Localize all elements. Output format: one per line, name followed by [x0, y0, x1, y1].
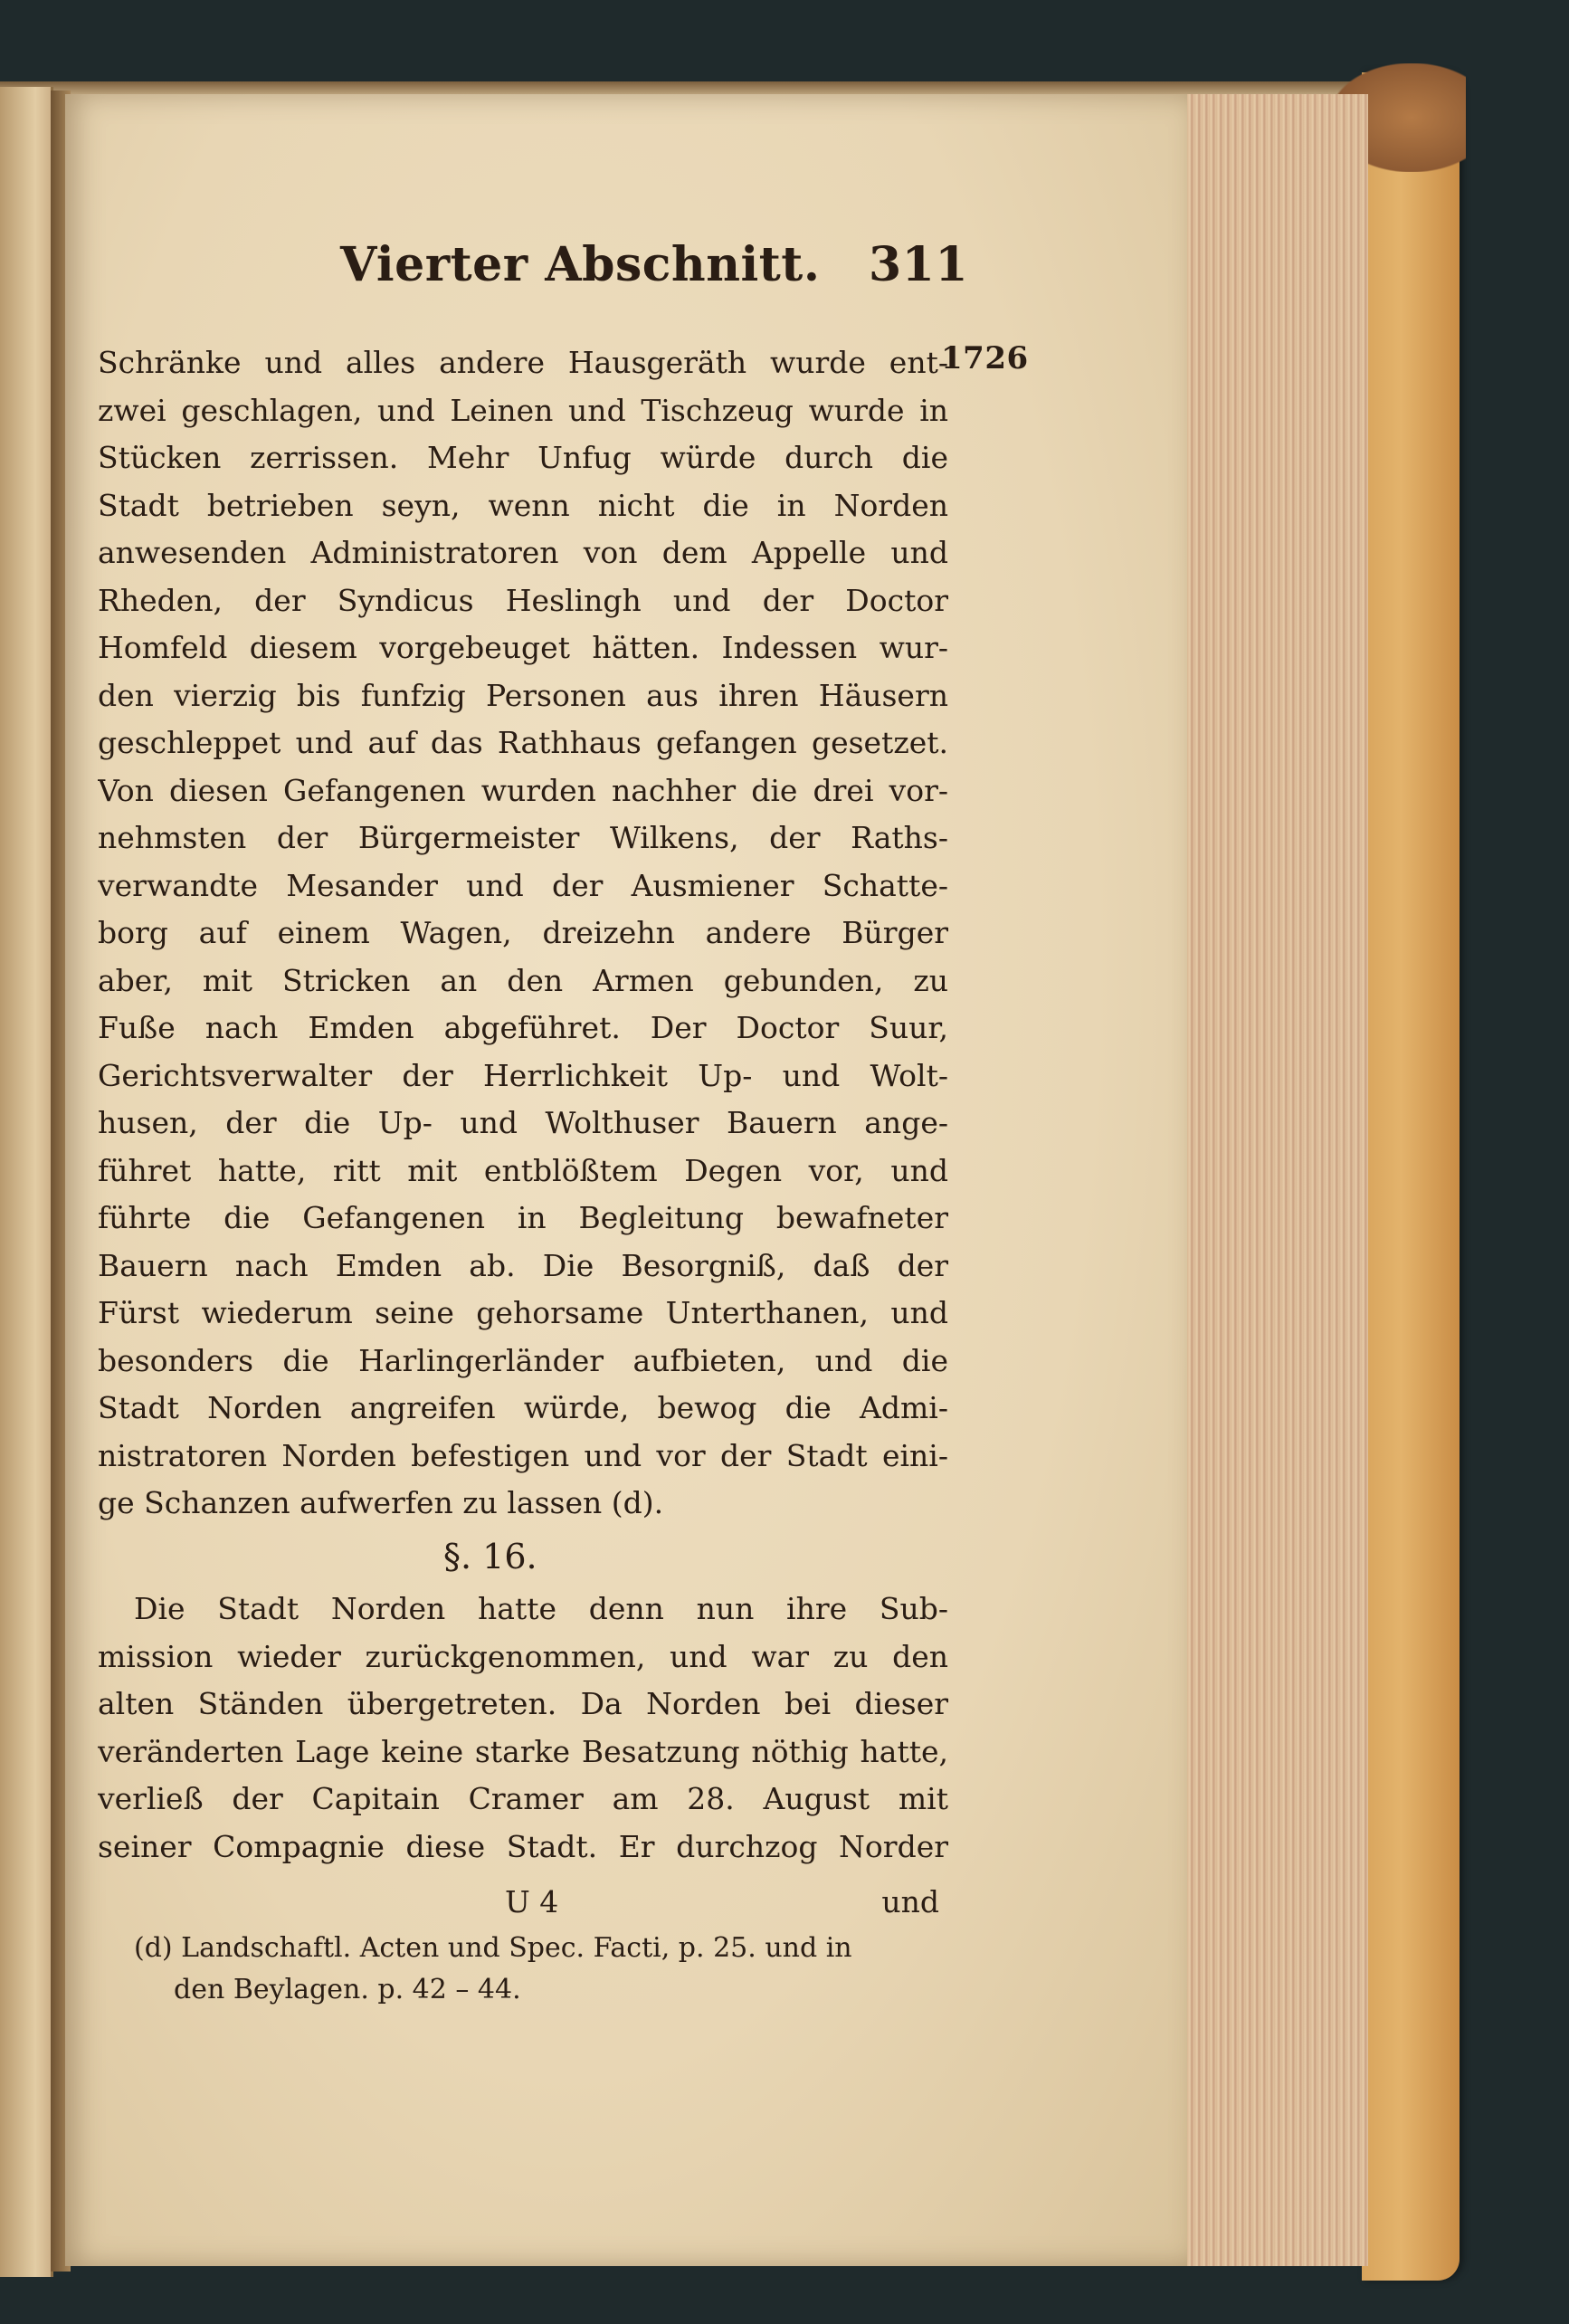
text-line: Bauern nach Emden ab. Die Besorgniß, daß der: [98, 1247, 948, 1283]
catchword: und: [881, 1884, 939, 1919]
text-line: Rheden, der Syndicus Heslingh und der Doctor: [98, 582, 948, 618]
text-line: Homfeld diesem vorgebeuget hätten. Indessen wur-: [98, 630, 948, 665]
text-line: führet hatte, ritt mit entblößtem Degen vor, und: [98, 1152, 948, 1188]
text-line: Stücken zerrissen. Mehr Unfug würde durch die: [98, 440, 948, 475]
text-line: Von diesen Gefangenen wurden nachher die drei vor-: [98, 772, 948, 808]
running-header-title: Vierter Abschnitt.: [340, 237, 821, 292]
section-heading: §. 16.: [443, 1537, 537, 1576]
text-line: veränderten Lage keine starke Besatzung nöthig hatte,: [98, 1733, 948, 1769]
text-line: mission wieder zurückgenommen, und war zu den: [98, 1638, 948, 1674]
text-line: husen, der die Up- und Wolthuser Bauern ange-: [98, 1105, 948, 1140]
margin-year-note: 1726: [941, 340, 1029, 376]
text-line: Stadt Norden angreifen würde, bewog die Admi-: [98, 1390, 948, 1425]
text-line: Fuße nach Emden abgeführet. Der Doctor Suur,: [98, 1010, 948, 1045]
text-line: verließ der Capitain Cramer am 28. August mit: [98, 1781, 948, 1816]
text-line: Die Stadt Norden hatte denn nun ihre Sub-: [134, 1591, 948, 1626]
text-line: Stadt betrieben seyn, wenn nicht die in Norden: [98, 487, 948, 523]
footnote: [134, 1928, 948, 2011]
main-text-block: [98, 339, 948, 1528]
text-line: aber, mit Stricken an den Armen gebunden, zu: [98, 962, 948, 998]
text-line: führte die Gefangenen in Begleitung bewafneter: [98, 1200, 948, 1235]
text-line: Schränke und alles andere Hausgeräth wurde ent-: [98, 345, 948, 380]
text-line: zwei geschlagen, und Leinen und Tischzeug wurde in: [98, 392, 948, 428]
page-block-edges: [1185, 94, 1368, 2266]
text-line: ge Schanzen aufwerfen zu lassen (d).: [98, 1485, 664, 1520]
text-line: geschleppet und auf das Rathhaus gefangen gesetzet.: [98, 725, 948, 760]
section-text-block: [98, 1586, 948, 1871]
book-cover-board: [1362, 72, 1460, 2281]
signature-line: [98, 1879, 948, 1926]
text-line: anwesenden Administratoren von dem Appelle und: [98, 535, 948, 570]
text-line: alten Ständen übergetreten. Da Norden bei dieser: [98, 1686, 948, 1721]
page-number: 311: [869, 237, 969, 292]
text-line: borg auf einem Wagen, dreizehn andere Bürger: [98, 915, 948, 950]
text-line: besonders die Harlingerländer aufbieten, und die: [98, 1342, 948, 1378]
text-line: seiner Compagnie diese Stadt. Er durchzog Norder: [98, 1828, 948, 1864]
text-line: den vierzig bis funfzig Personen aus ihren Häusern: [98, 677, 948, 713]
text-line: Fürst wiederum seine gehorsame Unterthanen, und: [98, 1295, 948, 1330]
footnote-line: (d) Landschaftl. Acten und Spec. Facti, p. 25. und in: [134, 1932, 852, 1964]
footnote-line: den Beylagen. p. 42 – 44.: [174, 1974, 521, 2005]
left-page-edge: [0, 87, 53, 2277]
text-line: nistratoren Norden befestigen und vor der Stadt eini-: [98, 1437, 948, 1473]
signature-mark: U 4: [505, 1884, 559, 1919]
text-line: nehmsten der Bürgermeister Wilkens, der Raths-: [98, 820, 948, 855]
text-line: verwandte Mesander und der Ausmiener Schatte-: [98, 867, 948, 903]
text-line: Gerichtsverwalter der Herrlichkeit Up- und Wolt-: [98, 1057, 948, 1093]
